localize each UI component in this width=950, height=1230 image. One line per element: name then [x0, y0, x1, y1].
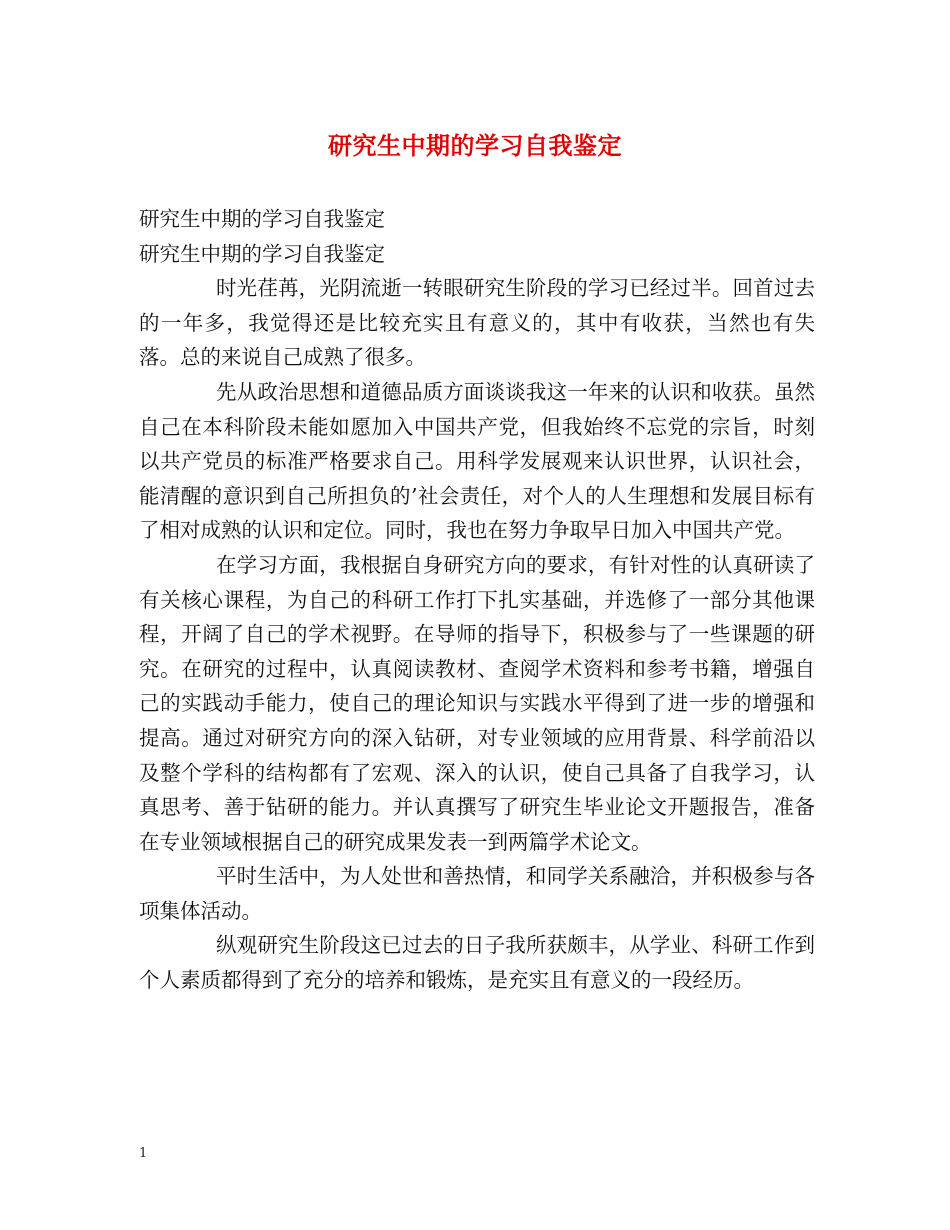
paragraph: 先从政治思想和道德品质方面谈谈我这一年来的认识和收获。虽然自己在本科阶段未能如愿加入中国共产党，但我始终不忘党的宗旨，时刻以共产党员的标准严格要求自己。用科学发展观来认识世界，认识社会，能清醒的意识到自己所担负的’社会责任，对个人的人生理想和发展目标有了相对成熟的认识和定位。同时，我也在努力争取早日加入中国共产党。	[139, 379, 815, 543]
paragraph: 纵观研究生阶段这已过去的日子我所获颇丰，从学业、科研工作到个人素质都得到了充分的培养和锻炼，是充实且有意义的一段经历。	[139, 933, 815, 993]
document-body	[139, 202, 815, 998]
subtitle-line: 研究生中期的学习自我鉴定	[139, 207, 385, 231]
paragraph: 平时生活中，为人处世和善热情，和同学关系融洽，并积极参与各项集体活动。	[139, 864, 815, 923]
page-number: 1	[139, 1146, 148, 1161]
paragraph: 在学习方面，我根据自身研究方向的要求，有针对性的认真研读了有关核心课程，为自己的科研工作打下扎实基础，并选修了一部分其他课程，开阔了自己的学术视野。在导师的指导下，积极参与了一些课题的研究。在研究的过程中，认真阅读教材、查阅学术资料和参考书籍，增强自己的实践动手能力，使自己的理论知识与实践水平得到了进一步的增强和提高。通过对研究方向的深入钻研，对专业领域的应用背景、科学前沿以及整个学科的结构都有了宏观、深入的认识，使自己具备了自我学习，认真思考、善于钻研的能力。并认真撰写了研究生毕业论文开题报告，准备在专业领域根据自己的研究成果发表一到两篇学术论文。	[139, 552, 815, 854]
subtitle-line: 研究生中期的学习自我鉴定	[139, 241, 385, 266]
document-title: 研究生中期的学习自我鉴定	[328, 131, 622, 160]
paragraph: 时光荏苒，光阴流逝一转眼研究生阶段的学习已经过半。回首过去的一年多，我觉得还是比较充实且有意义的，其中有收获，当然也有失落。总的来说自己成熟了很多。	[139, 276, 815, 370]
